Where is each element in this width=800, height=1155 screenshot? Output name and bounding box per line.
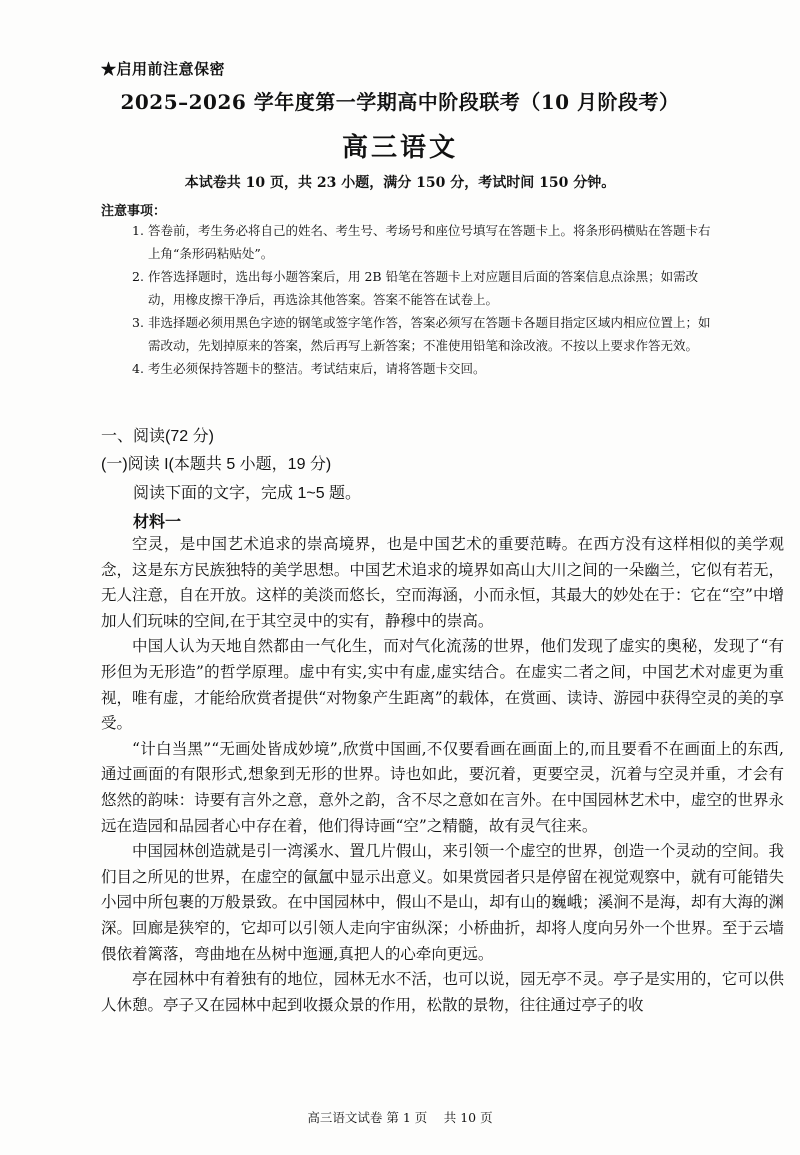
passage-paragraph: “计白当黑”“无画处皆成妙境”,欣赏中国画,不仅要看画在画面上的,而且要看不在画面上的东西,通过画面的有限形式,想象到无形的世界。诗也如此，要沉着，更要空灵，沉着与空灵并重，才会有悠然的韵味：诗要有言外之意，意外之韵，含不尽之意如在言外。在中国园林艺术中，虚空的世界永远在造园和品园者心中存在着，他们得诗画“空”之精髓，故有灵气往来。 xyxy=(101,739,784,835)
reading-instruction: 阅读下面的文字，完成 1~5 题。 xyxy=(133,485,362,502)
passage-body xyxy=(101,532,784,1018)
note-item xyxy=(132,357,722,380)
note-item xyxy=(132,265,722,311)
exam-title: 2025–2026 学年度第一学期高中阶段联考（10 月阶段考） xyxy=(120,90,680,114)
notes-heading: 注意事项： xyxy=(101,204,167,219)
note-item xyxy=(132,311,722,357)
note-number: 1. xyxy=(132,223,144,238)
note-number: 4. xyxy=(132,361,144,376)
confidential-label: ★启用前注意保密 xyxy=(101,60,226,78)
passage-paragraph: 中国园林创造就是引一湾溪水、置几片假山，来引领一个虚空的世界，创造一个灵动的空间。我们目之所见的世界，在虚空的氤氲中显示出意义。如果赏园者只是停留在视觉观察中，就有可能错失小园中所包裹的万般景致。在中国园林中，假山不是山，却有山的巍峨；溪涧不是海，却有大海的渊深。回廊是狭窄的，它却可以引领人走向宇宙纵深；小桥曲折，却将人度向另外一个世界。至于云墙偎依着篱落，弯曲地在丛树中迤逦,真把人的心牵向更远。 xyxy=(101,842,784,963)
section-heading: 一、阅读(72 分) xyxy=(101,428,214,445)
note-number: 3. xyxy=(132,315,144,330)
note-item xyxy=(132,219,722,265)
subsection-heading: (一)阅读 I(本题共 5 小题，19 分) xyxy=(101,456,332,473)
subject-title: 高三语文 xyxy=(341,133,458,163)
page-footer: 高三语文试卷 第 1 页 共 10 页 xyxy=(307,1110,493,1125)
passage-paragraph: 亭在园林中有着独有的地位，园林无水不活，也可以说，园无亭不灵。亭子是实用的，它可以供人休憩。亭子又在园林中起到收摄众景的作用，松散的景物，往往通过亭子的收 xyxy=(101,970,784,1014)
passage-paragraph: 中国人认为天地自然都由一气化生，而对气化流荡的世界，他们发现了虚实的奥秘，发现了“有形但为无形造”的哲学原理。虚中有实,实中有虚,虚实结合。在虚实二者之间，中国艺术对虚更为重视，唯有虚，才能给欣赏者提供“对物象产生距离”的载体，在赏画、读诗、游园中获得空灵的美的享受。 xyxy=(101,637,784,733)
material-label: 材料一 xyxy=(133,514,182,531)
note-text: 答卷前，考生务必将自己的姓名、考生号、考场号和座位号填写在答题卡上。将条形码横贴在答题卡右上角“条形码粘贴处”。 xyxy=(148,223,711,261)
notes-list xyxy=(132,219,722,380)
passage-paragraph: 空灵，是中国艺术追求的崇高境界，也是中国艺术的重要范畴。在西方没有这样相似的美学观念，这是东方民族独特的美学思想。中国艺术追求的境界如高山大川之间的一朵幽兰，它似有若无，无人注意，自在开放。这样的美淡而悠长，空而海涵，小而永恒，其最大的妙处在于：它在“空”中增加人们玩味的空间,在于其空灵中的实有，静穆中的崇高。 xyxy=(101,535,784,630)
exam-info: 本试卷共 10 页，共 23 小题，满分 150 分，考试时间 150 分钟。 xyxy=(184,175,616,191)
note-text: 非选择题必须用黑色字迹的钢笔或签字笔作答，答案必须写在答题卡各题目指定区域内相应位置上；如需改动，先划掉原来的答案，然后再写上新答案；不准使用铅笔和涂改液。不按以上要求作答无效。 xyxy=(148,315,711,353)
note-number: 2. xyxy=(132,269,144,284)
note-text: 作答选择题时，选出每小题答案后，用 2B 铅笔在答题卡上对应题目后面的答案信息点涂黑；如需改动，用橡皮擦干净后，再选涂其他答案。答案不能答在试卷上。 xyxy=(148,269,699,307)
note-text: 考生必须保持答题卡的整洁。考试结束后，请将答题卡交回。 xyxy=(148,361,486,376)
